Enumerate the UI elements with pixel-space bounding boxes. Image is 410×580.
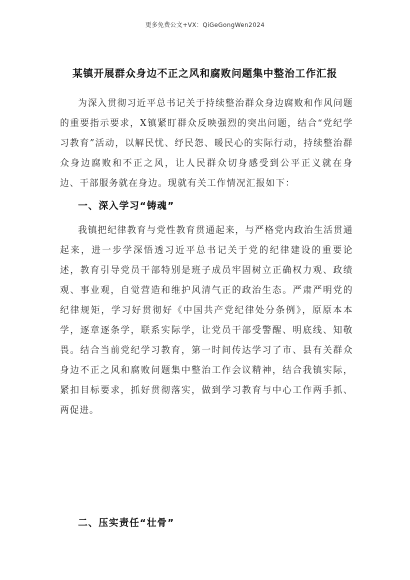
document-body <box>60 94 353 421</box>
header-watermark: 更多免费公文+VX：QiGeGongWen2024 <box>145 22 265 29</box>
section-heading-1: 一、深入学习“铸魂” <box>78 201 175 212</box>
document-title: 某镇开展群众身边不正之风和腐败问题集中整治工作汇报 <box>72 69 338 80</box>
section-heading-2: 二、压实责任“壮骨” <box>78 518 175 529</box>
section-1-paragraph: 我镇把纪律教育与党性教育贯通起来，与严格党内政治生活贯通起来，进一步学深悟透习近平总书记关于党的纪律建设的重要论述，教育引导党员干部特别是班子成员牢固树立正确权力观、政绩观、事业观，自觉营造和维护风清气正的政治生态。严肃严明党的纪律规矩，学习好贯彻好《中国共产党纪律处分条例》，原原本本学，逐章逐条学，联系实际学，让党员干部受警醒、明底线、知敬畏。结合当前党纪学习教育，第一时间传达学习了市、县有关群众身边不正之风和腐败问题集中整治工作会议精神，结合我镇实际，紧扣目标要求，抓好贯彻落实，做到学习教育与中心工作两手抓、两促进。 <box>60 226 353 416</box>
intro-paragraph: 为深入贯彻习近平总书记关于持续整治群众身边腐败和作风问题的重要指示要求，X镇紧盯群众反映强烈的突出问题，结合“党纪学习教育”活动，以解民忧、纾民怨、暖民心的实际行动，持续整治群众身边腐败和不正之风，让人民群众切身感受到公平正义就在身边、干部服务就在身边。现就有关工作情况汇报如下： <box>60 99 353 189</box>
